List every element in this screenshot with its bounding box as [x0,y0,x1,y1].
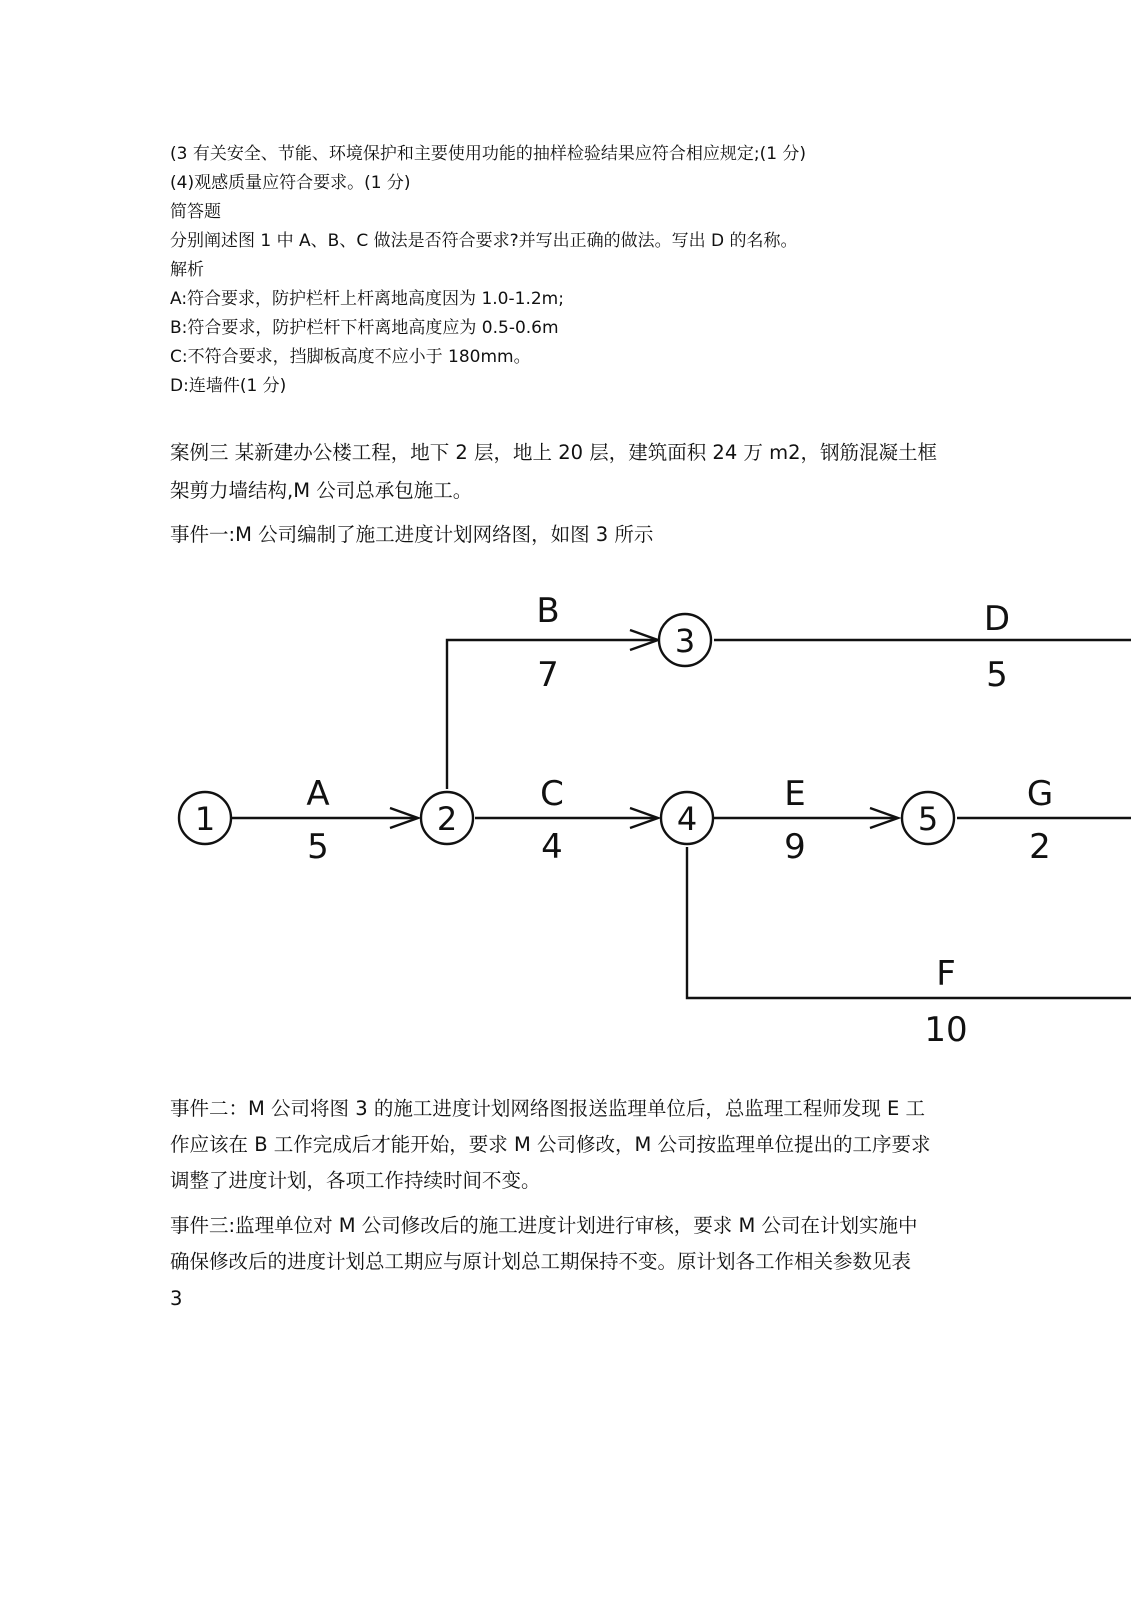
activity-b-name: B [536,591,560,631]
activity-a-name: A [306,774,330,814]
activity-d-name: D [983,599,1011,639]
activity-e-duration: 9 [784,827,806,867]
node-3-label: 3 [674,622,696,660]
activity-f-name: F [936,954,956,994]
arrow-f [687,847,1131,998]
activity-f-duration: 10 [924,1010,968,1050]
heading-analysis: 解析 [170,260,204,280]
event3-line3: 3 [170,1287,183,1310]
case-intro-line2: 架剪力墙结构,M 公司总承包施工。 [170,479,473,502]
text-line-item3: (3 有关安全、节能、环境保护和主要使用功能的抽样检验结果应符合相应规定;(1 分) [170,144,807,164]
activity-c-name: C [540,774,564,814]
answer-b: B:符合要求，防护栏杆下杆离地高度应为 0.5-0.6m [170,318,559,338]
event2-line3: 调整了进度计划，各项工作持续时间不变。 [170,1169,541,1192]
activity-g-duration: 2 [1029,827,1051,867]
answer-a: A:符合要求，防护栏杆上杆离地高度因为 1.0-1.2m; [170,289,564,309]
activity-a-duration: 5 [307,827,329,867]
event3-line2: 确保修改后的进度计划总工期应与原计划总工期保持不变。原计划各工作相关参数见表 [170,1250,912,1273]
answer-c: C:不符合要求，挡脚板高度不应小于 180mm。 [170,347,531,367]
activity-c-duration: 4 [541,827,563,867]
text-line-item4: (4)观感质量应符合要求。(1 分) [170,173,411,193]
activity-d-duration: 5 [986,655,1008,695]
network-diagram [0,560,1131,1060]
case-intro-line1: 案例三 某新建办公楼工程，地下 2 层，地上 20 层，建筑面积 24 万 m2，钢筋混凝土框 [170,441,938,464]
activity-g-name: G [1026,774,1054,814]
node-1-label: 1 [194,800,216,838]
event1-text: 事件一:M 公司编制了施工进度计划网络图，如图 3 所示 [170,523,654,546]
heading-short-answer: 简答题 [170,202,221,222]
node-5-label: 5 [917,800,939,838]
node-4-label: 4 [676,800,698,838]
event3-line1: 事件三:监理单位对 M 公司修改后的施工进度计划进行审核，要求 M 公司在计划实施中 [170,1214,918,1237]
activity-e-name: E [784,774,806,814]
question-text: 分别阐述图 1 中 A、B、C 做法是否符合要求?并写出正确的做法。写出 D 的名称。 [170,231,798,251]
event2-line2: 作应该在 B 工作完成后才能开始，要求 M 公司修改，M 公司按监理单位提出的工序要求 [170,1133,931,1156]
node-2-label: 2 [436,800,458,838]
event2-line1: 事件二：M 公司将图 3 的施工进度计划网络图报送监理单位后，总监理工程师发现 E 工 [170,1097,926,1120]
answer-d: D:连墙件(1 分) [170,376,287,396]
activity-b-duration: 7 [537,655,559,695]
